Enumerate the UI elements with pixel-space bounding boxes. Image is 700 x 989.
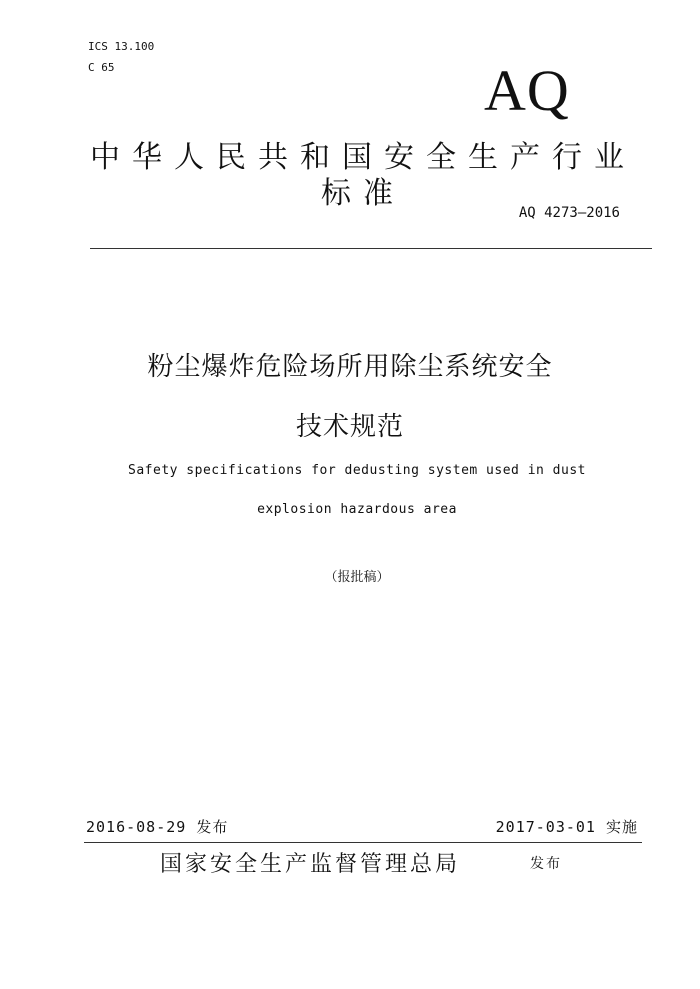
title-en-line-1: Safety specifications for dedusting system used in dust: [128, 463, 586, 478]
standard-category: 中华人民共和国安全生产行业标准: [90, 140, 636, 211]
title-zh-line-2: 技术规范: [295, 412, 404, 442]
ics-code: ICS 13.100: [88, 40, 155, 53]
issuing-authority: 国家安全生产监督管理总局: [160, 852, 461, 877]
classification-code: C 65: [88, 61, 115, 74]
issuer-suffix: 发布: [530, 856, 562, 872]
implement-date: 2017-03-01 实施: [495, 818, 638, 836]
draft-status: （报批稿）: [324, 570, 390, 585]
title-zh-line-1: 粉尘爆炸危险场所用除尘系统安全: [147, 352, 553, 382]
aq-logo: AQ: [484, 58, 570, 123]
footer-divider: [84, 842, 642, 843]
title-en-line-2: explosion hazardous area: [257, 502, 457, 517]
header-divider: [90, 248, 652, 249]
publish-date: 2016-08-29 发布: [86, 818, 229, 836]
standard-number: AQ 4273—2016: [518, 205, 620, 221]
